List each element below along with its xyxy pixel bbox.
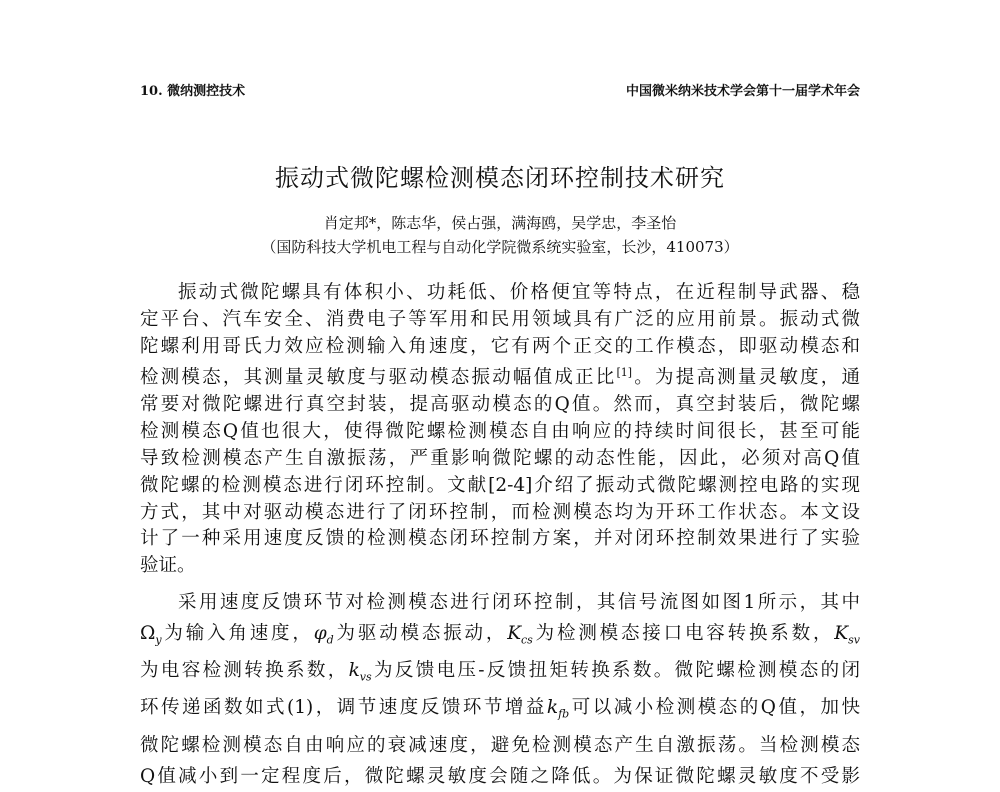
text: 为输入角速度， [161, 622, 314, 644]
text-line: Q值减小到一定程度后，微陀螺灵敏度会随之降低。为保证微陀螺灵敏度不受影 [140, 765, 860, 787]
text-line: 计了一种采用速度反馈的检测模态闭环控制方案，并对闭环控制效果进行了实验 [140, 528, 860, 550]
affiliation: （国防科技大学机电工程与自动化学院微系统实验室，长沙，410073） [261, 238, 739, 256]
symbol-phi: φ [313, 622, 327, 644]
text-line [140, 656, 860, 693]
text-line: 采用速度反馈环节对检测模态进行闭环控制，其信号流图如图1所示，其中 [178, 592, 860, 613]
text-line: 验证。 [140, 555, 196, 577]
text-line: 微陀螺的检测模态进行闭环控制。文献[2-4]介绍了振动式微陀螺测控电路的实现 [140, 474, 860, 496]
paragraph-method [140, 588, 860, 792]
subscript: sv [848, 633, 860, 647]
subscript: cs [521, 633, 533, 647]
subscript: vs [359, 670, 372, 684]
text-line: 定平台、汽车安全、消费电子等军用和民用领域具有广泛的应用前景。振动式微 [140, 308, 860, 330]
text: 为检测模态接口电容转换系数， [532, 622, 835, 644]
running-header-conference: 中国微米纳米技术学会第十一届学术年会 [625, 84, 860, 99]
text: 为驱动模态振动， [333, 622, 508, 644]
text-line: 常要对微陀螺进行真空封装，提高驱动模态的Q值。然而，真空封装后，微陀螺 [140, 394, 860, 416]
symbol-k: K [834, 622, 849, 644]
symbol-k: k [546, 697, 559, 719]
text-line: 振动式微陀螺具有体积小、功耗低、价格便宜等特点，在近程制导武器、稳 [178, 282, 860, 303]
text: 可以减小检测模态的Q值，加快 [569, 697, 860, 719]
symbol-k: K [507, 622, 522, 644]
citation: [1] [616, 366, 633, 380]
text-line: 方式，其中对驱动模态进行了闭环控制，而检测模态均为开环工作状态。本文设 [140, 501, 860, 523]
text-line: 检测模态Q值也很大，使得微陀螺检测模态自由响应的持续时间很长，甚至可能 [140, 421, 860, 443]
text: 为电容检测转换系数， [140, 660, 349, 682]
authors: 肖定邦*，陈志华，侯占强，满海鸥，吴学忠，李圣怡 [323, 214, 677, 232]
symbol-omega: Ω [140, 622, 156, 644]
text: 为反馈电压-反馈扭矩转换系数。微陀螺检测模态的闭 [371, 660, 860, 682]
text-line: 微陀螺检测模态自由响应的衰减速度，避免检测模态产生自激振荡。当检测模态 [140, 734, 860, 756]
text-line [140, 693, 860, 730]
text-line: 陀螺利用哥氏力效应检测输入角速度，它有两个正交的工作模态，即驱动模态和 [140, 335, 860, 357]
running-header-section: 10. 微纳测控技术 [140, 84, 246, 99]
paper-title: 振动式微陀螺检测模态闭环控制技术研究 [275, 164, 725, 192]
text-line [140, 619, 860, 656]
subscript: d [326, 633, 334, 647]
text-line: 检测模态，其测量灵敏度与驱动模态振动幅值成正比[1]。为提高测量灵敏度，通 [140, 366, 860, 389]
text-line: 导致检测模态产生自激振荡，严重影响微陀螺的动态性能，因此，必须对高Q值 [140, 447, 860, 469]
subscript: y [155, 633, 162, 647]
text: 环传递函数如式(1)，调节速度反馈环节增益 [140, 697, 547, 719]
paragraph-intro [140, 280, 860, 580]
subscript: fb [558, 708, 570, 722]
symbol-k: k [348, 660, 360, 682]
